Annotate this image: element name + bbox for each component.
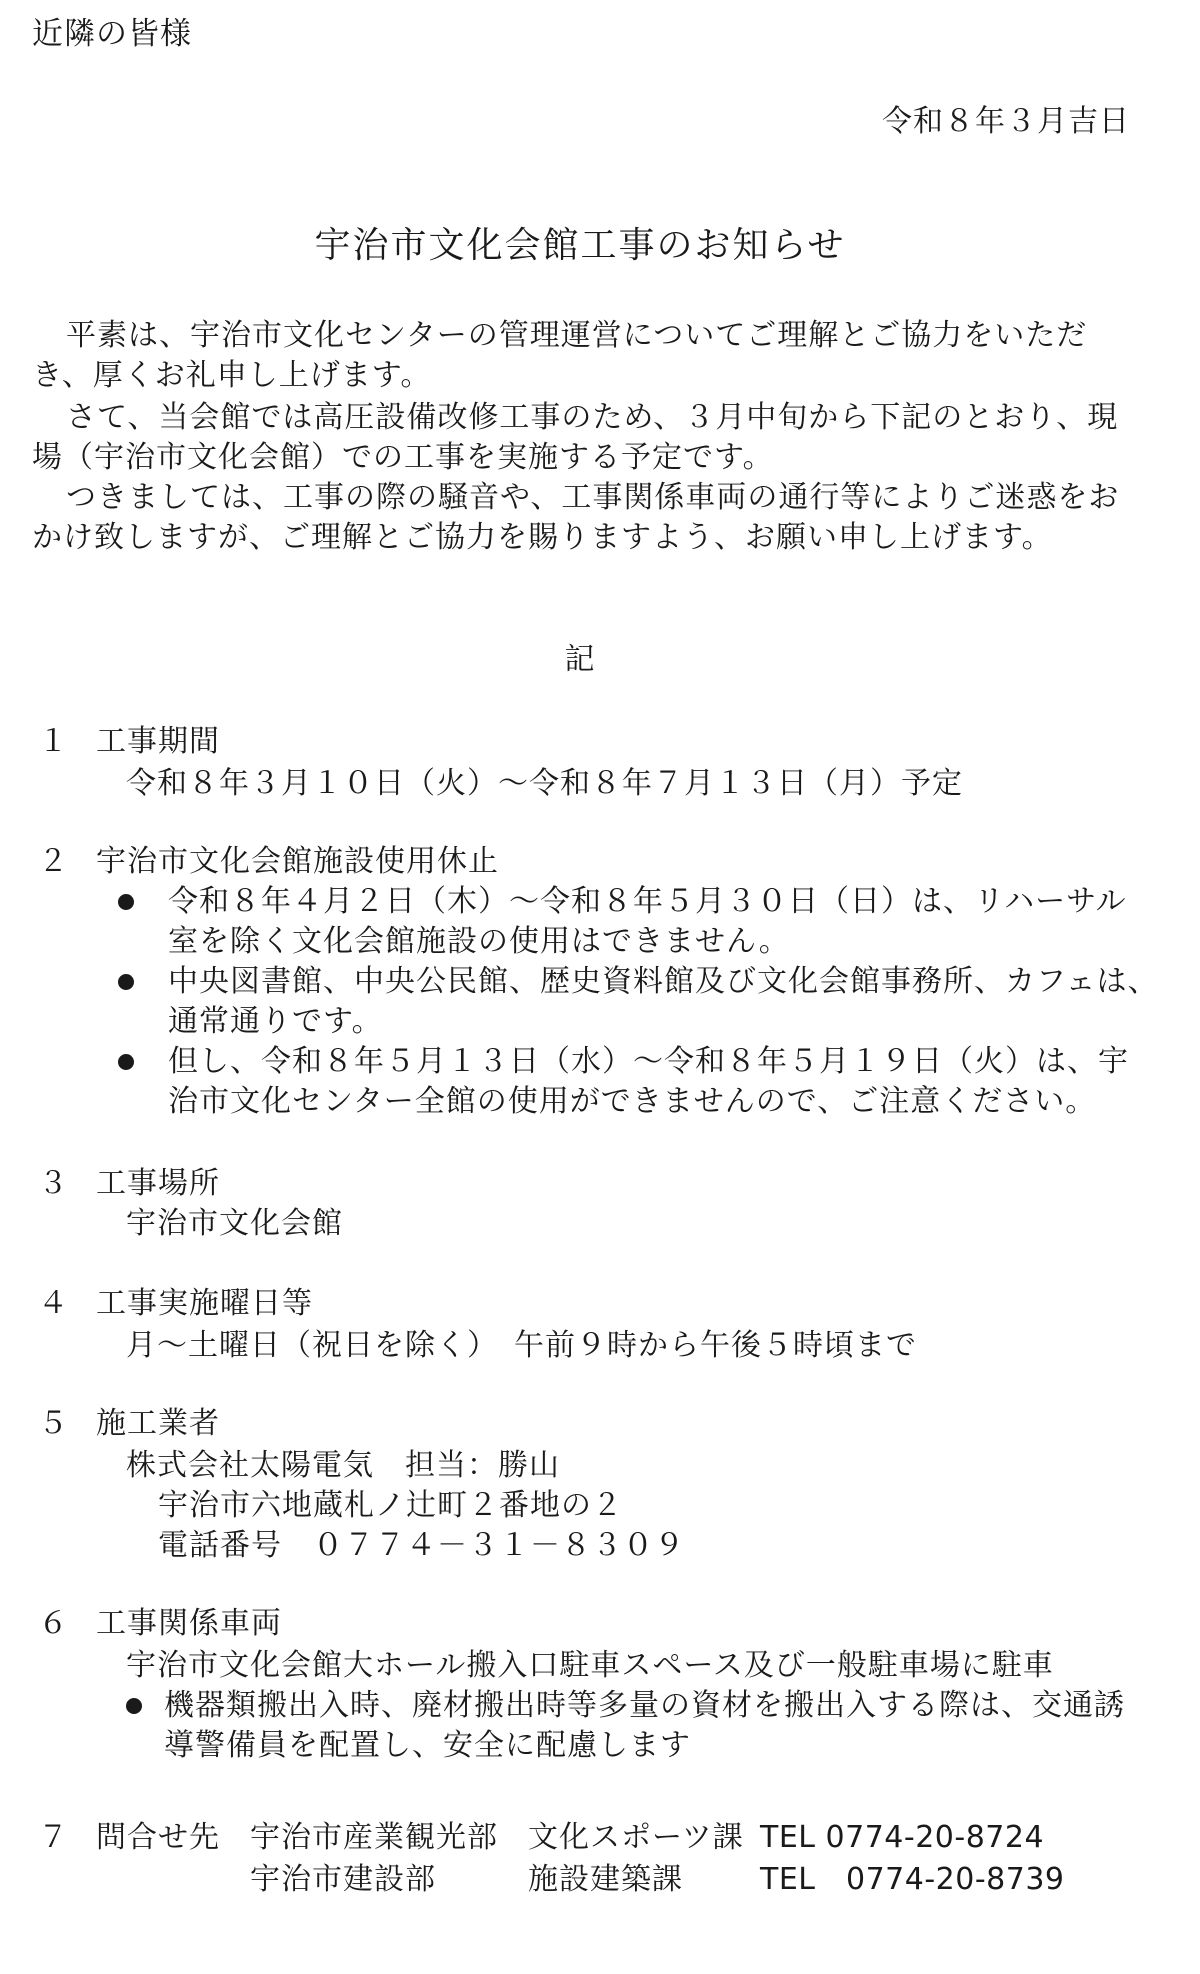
section-2-bullet-1-line1: 令和８年４月２日（木）～令和８年５月３０日（日）は、リハーサル bbox=[168, 884, 1127, 919]
section-4-number: ４ bbox=[38, 1286, 69, 1321]
bullet-icon bbox=[118, 1054, 134, 1070]
section-4-heading: 工事実施曜日等 bbox=[96, 1286, 313, 1321]
notice-date: 令和８年３月吉日 bbox=[882, 104, 1130, 139]
section-2-bullet-1-line2: 室を除く文化会館施設の使用はできません。 bbox=[168, 924, 790, 959]
intro-p2-line2: 場（宇治市文化会館）での工事を実施する予定です。 bbox=[32, 440, 774, 475]
intro-p2-line1: さて、当会館では高圧設備改修工事のため、３月中旬から下記のとおり、現 bbox=[66, 400, 1119, 435]
section-6-bullet-line2: 導警備員を配置し、安全に配慮します bbox=[164, 1728, 691, 1763]
page-title: 宇治市文化会館工事のお知らせ bbox=[314, 225, 846, 266]
intro-p3-line1: つきましては、工事の際の騒音や、工事関係車両の通行等によりご迷惑をお bbox=[66, 480, 1120, 515]
section-3-location: 宇治市文化会館 bbox=[126, 1206, 343, 1241]
section-3-number: ３ bbox=[38, 1166, 69, 1201]
intro-p1-line1: 平素は、宇治市文化センターの管理運営についてご理解とご協力をいただ bbox=[66, 318, 1088, 353]
addressee: 近隣の皆様 bbox=[32, 16, 192, 52]
contact-2-tel: TEL 0774-20-8739 bbox=[760, 1862, 1065, 1897]
section-5-number: ５ bbox=[38, 1406, 69, 1441]
section-6-bullet-line1: 機器類搬出入時、廃材搬出時等多量の資材を搬出入する際は、交通誘 bbox=[164, 1688, 1125, 1723]
section-7-number: ７ bbox=[38, 1820, 69, 1855]
contractor-address: 宇治市六地蔵札ノ辻町２番地の２ bbox=[158, 1488, 623, 1523]
section-2-heading: 宇治市文化会館施設使用休止 bbox=[96, 844, 499, 879]
contact-2-department: 宇治市建設部 bbox=[250, 1862, 436, 1897]
section-2-bullet-3-line1: 但し、令和８年５月１３日（水）～令和８年５月１９日（火）は、宇 bbox=[168, 1044, 1129, 1079]
section-6-number: ６ bbox=[38, 1606, 69, 1641]
section-6-heading: 工事関係車両 bbox=[96, 1606, 282, 1641]
section-2-bullet-2-line2: 通常通りです。 bbox=[168, 1004, 383, 1039]
section-6-parking: 宇治市文化会館大ホール搬入口駐車スペース及び一般駐車場に駐車 bbox=[126, 1648, 1054, 1683]
section-4-schedule: 月～土曜日（祝日を除く） 午前９時から午後５時頃まで bbox=[126, 1328, 917, 1363]
section-2-bullet-3-line2: 治市文化センター全館の使用ができませんので、ご注意ください。 bbox=[168, 1084, 1097, 1119]
contact-1-tel: TEL 0774-20-8724 bbox=[760, 1820, 1045, 1855]
contractor-name: 株式会社太陽電気 担当：勝山 bbox=[126, 1448, 560, 1483]
intro-p1-line2: き、厚くお礼申し上げます。 bbox=[32, 358, 432, 393]
section-3-heading: 工事場所 bbox=[96, 1166, 220, 1201]
intro-p3-line2: かけ致しますが、ご理解とご協力を賜りますよう、お願い申し上げます。 bbox=[32, 520, 1053, 555]
section-2-bullet-2-line1: 中央図書館、中央公民館、歴史資料館及び文化会館事務所、カフェは、 bbox=[168, 964, 1159, 999]
contractor-phone: 電話番号 ０７７４－３１－８３０９ bbox=[158, 1528, 685, 1563]
section-5-heading: 施工業者 bbox=[96, 1406, 220, 1441]
section-1-heading: 工事期間 bbox=[96, 724, 220, 759]
section-1-number: １ bbox=[38, 724, 69, 759]
contact-1-section: 文化スポーツ課 bbox=[528, 1820, 744, 1855]
ki-heading: 記 bbox=[564, 642, 596, 677]
contact-1-department: 宇治市産業観光部 bbox=[250, 1820, 498, 1855]
bullet-icon bbox=[118, 894, 134, 910]
bullet-icon bbox=[118, 974, 134, 990]
section-1-period: 令和８年３月１０日（火）～令和８年７月１３日（月）予定 bbox=[126, 766, 963, 801]
bullet-icon bbox=[126, 1698, 142, 1714]
section-2-number: ２ bbox=[38, 844, 69, 879]
section-7-heading: 問合せ先 bbox=[96, 1820, 220, 1855]
contact-2-section: 施設建築課 bbox=[528, 1862, 683, 1897]
